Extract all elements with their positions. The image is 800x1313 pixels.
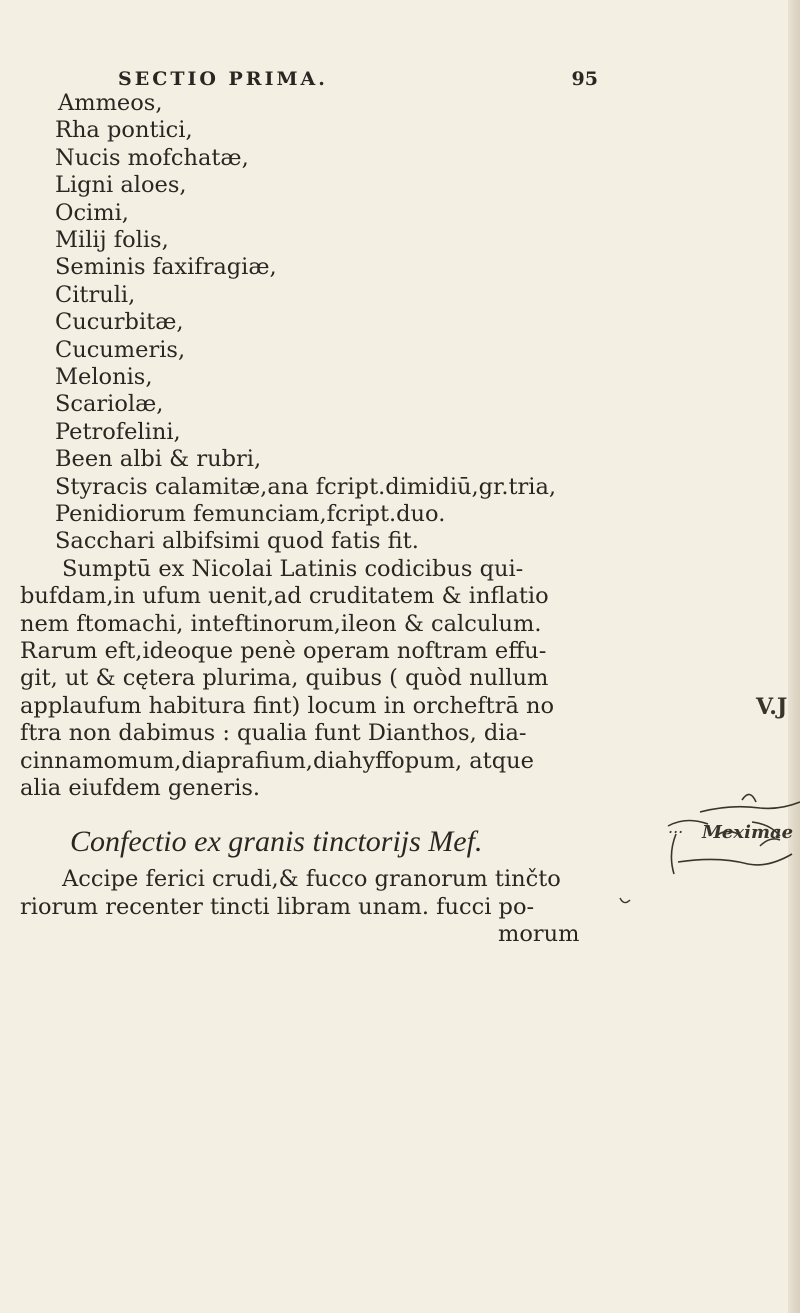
text-line: Ocimi,: [55, 199, 129, 226]
margin-note-v: V.J: [756, 694, 788, 720]
text-line: riorum recenter tincti libram unam. fucci po-: [20, 893, 535, 920]
text-line: Citruli,: [55, 281, 136, 308]
margin-note-signature: Meximae: [702, 822, 794, 843]
text-line: Rha pontici,: [55, 117, 193, 144]
text-line: Milij folis,: [55, 227, 169, 253]
text-line: git, ut & cętera plurima, quibus ( quòd nullum: [20, 665, 549, 692]
text-line: cinnamomum,diaprafium,diahyffopum, atque: [20, 747, 534, 774]
page-edge: [788, 0, 800, 1313]
text-line: morum: [498, 921, 580, 948]
text-line: Ammeos,: [58, 90, 163, 116]
margin-note-scribble: ...: [668, 818, 684, 837]
text-line: Ligni aloes,: [55, 172, 187, 199]
text-line: Seminis faxifragiæ,: [55, 254, 277, 281]
text-line: nem ftomachi, inteftinorum,ileon & calculum.: [20, 610, 542, 637]
text-line: Cucumeris,: [55, 336, 186, 363]
text-line: Styracis calamitæ,ana fcript.dimidiū,gr.tria,: [55, 473, 557, 500]
text-line: Been albi & rubri,: [55, 446, 262, 473]
text-line: Melonis,: [55, 364, 153, 390]
running-head-title: SECTIO PRIMA.: [118, 68, 328, 90]
text-line: Nucis mofchatæ,: [55, 144, 249, 171]
text-line: Penidiorum femunciam,fcript.duo.: [55, 501, 446, 527]
text-line: bufdam,in ufum uenit,ad cruditatem & inflatio: [20, 583, 549, 610]
text-line: Sumptū ex Nicolai Latinis codicibus qui-: [62, 555, 524, 582]
recipe-heading: Confectio ex granis tinctorijs Mef.: [70, 825, 483, 858]
page-number: 95: [571, 68, 598, 90]
text-line: Sacchari albifsimi quod fatis fit.: [55, 528, 419, 555]
text-line: alia eiufdem generis.: [20, 775, 261, 801]
text-line: Petrofelini,: [55, 418, 181, 445]
text-line: Accipe ferici crudi,& fucco granorum tinčto: [62, 866, 561, 892]
text-line: Scariolæ,: [55, 391, 164, 418]
text-line: ftra non dabimus : qualia funt Dianthos, dia-: [20, 720, 527, 747]
text-line: Rarum eft,ideoque penè operam noftram effu-: [20, 638, 547, 664]
text-line: applaufum habitura fint) locum in orcheftrā no: [20, 692, 555, 719]
text-line: Cucurbitæ,: [55, 309, 184, 336]
